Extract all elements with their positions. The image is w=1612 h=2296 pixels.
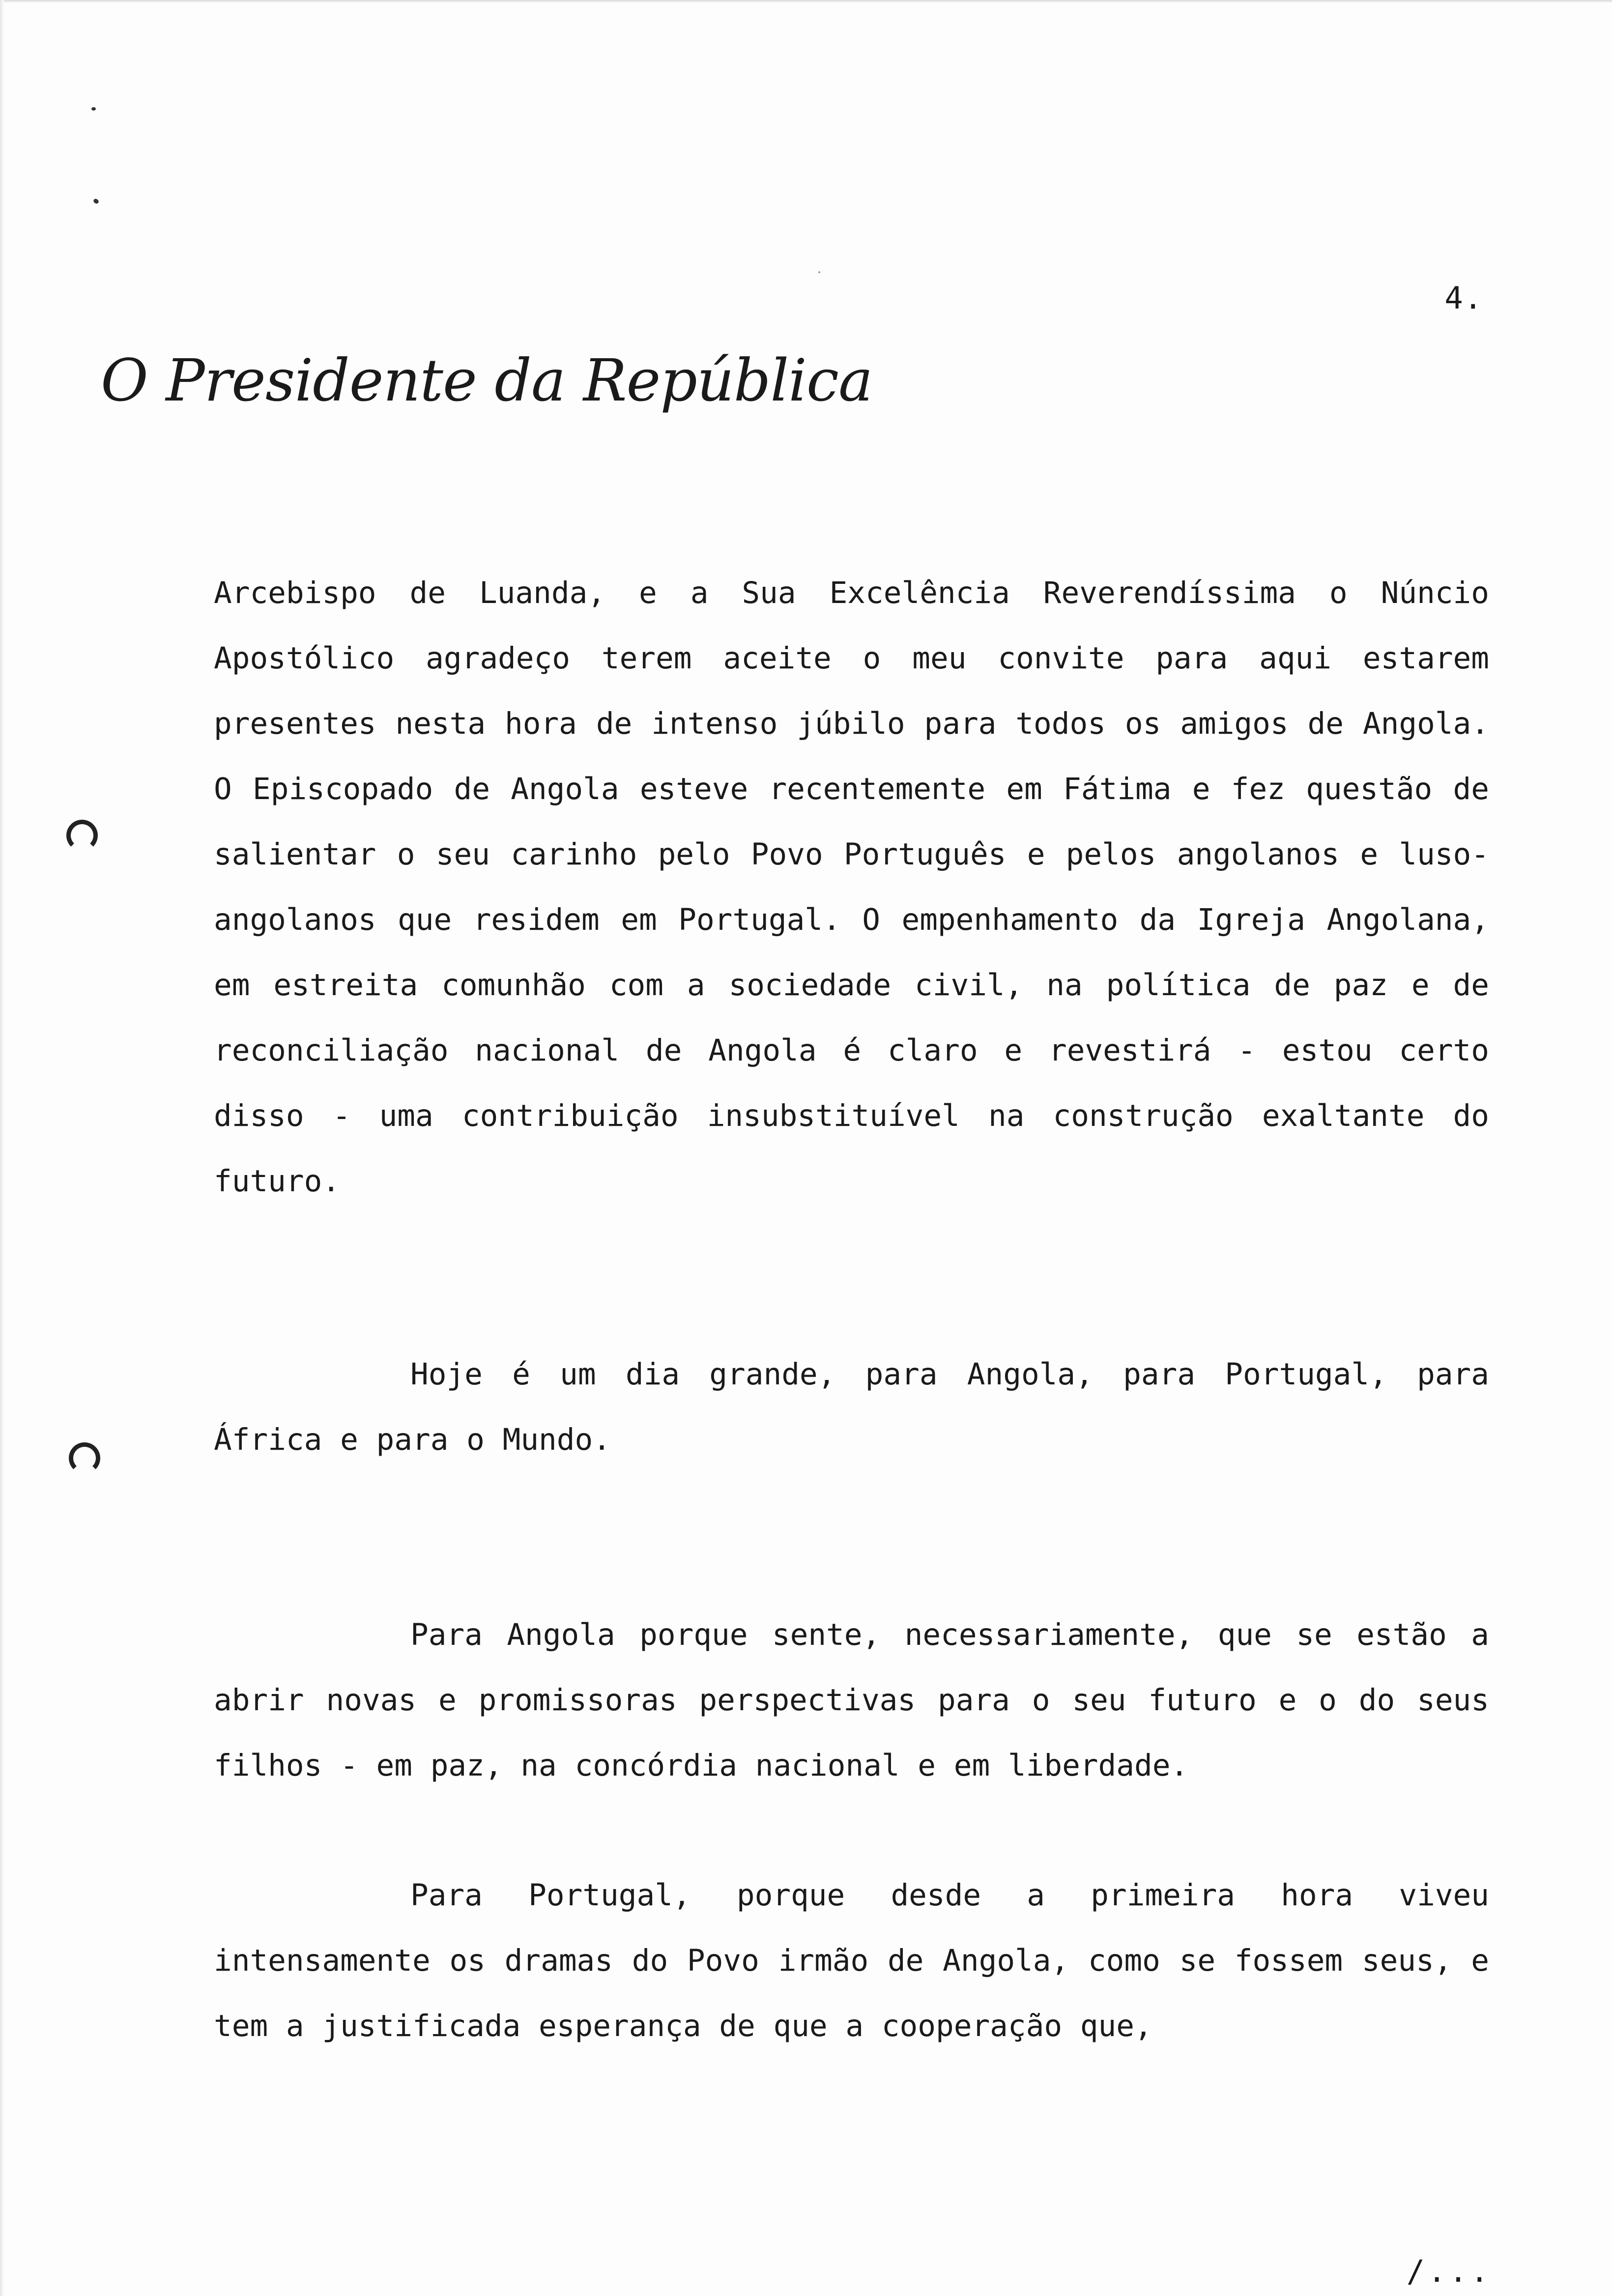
paragraph-4: Para Portugal, porque desde a primeira hora viveu intensamente os dramas do Povo irmão de Angola, como se fossem seus, e tem a justificada esperança de que a cooperação que, xyxy=(214,1878,1489,2043)
page-number: 4. xyxy=(1444,280,1483,316)
scan-speck xyxy=(91,107,96,111)
paragraph-2: Hoje é um dia grande, para Angola, para Portugal, para África e para o Mundo. xyxy=(214,1357,1489,1457)
letterhead-script-logo: O Presidente da República xyxy=(101,346,873,414)
paragraph-3: Para Angola porque sente, necessariamente, que se estão a abrir novas e promissoras perspectivas para o seu futuro e o do seus filhos - em paz, na concórdia nacional e em liberdade. xyxy=(214,1617,1489,1783)
binder-punch-hole xyxy=(66,820,98,851)
continuation-mark: /... xyxy=(1406,2253,1492,2289)
binder-punch-hole xyxy=(69,1442,100,1474)
scan-speck xyxy=(92,198,99,205)
scan-left-edge xyxy=(0,0,4,2296)
scan-speck xyxy=(818,271,820,273)
scan-top-edge xyxy=(0,0,1612,3)
paragraph-1: Arcebispo de Luanda, e a Sua Excelência Reverendíssima o Núncio Apostólico agradeço terem aceite o meu convite para aqui estarem presentes nesta hora de intenso júbilo para todos os amigos de Angola. O Episcopado de Angola esteve recentemente em Fátima e fez questão de salientar o seu carinho pelo Povo Português e pelos angolanos e luso-angolanos que residem em Portugal. O empenhamento da Igreja Angolana, em estreita comunhão com a sociedade civil, na política de paz e de reconciliação nacional de Angola é claro e revestirá - estou certo disso - uma contribuição insubstituível na construção exaltante do futuro. xyxy=(214,575,1489,1199)
